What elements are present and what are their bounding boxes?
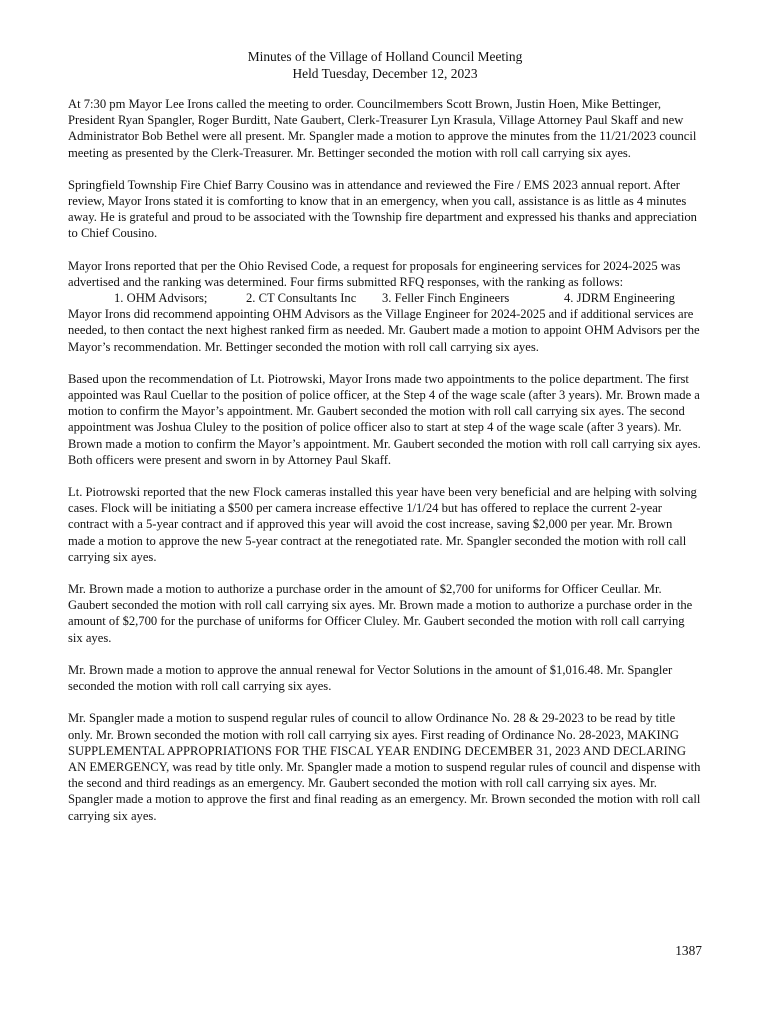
paragraph-ordinance: Mr. Spangler made a motion to suspend regular rules of council to allow Ordinance No. 28 & 29-2023 to be read by title only. Mr. Brown seconded the motion with roll call carrying six ayes. First reading of Ordinance No. 28-2023, MAKING SUPPLEMENTAL APPROPRIATIONS FOR THE FISCAL YEAR ENDING DECEMBER 31, 2023 AND DECLARING AN EMERGENCY, was read by title only. Mr. Spangler made a motion to suspend regular rules of council and dispense with the second and third readings as an emergency. Mr. Gaubert seconded the motion with roll call carrying six ayes. Mr. Spangler made a motion to approve the first and final reading as an emergency. Mr. Brown seconded the motion with roll call carrying six ayes. — [68, 711, 701, 823]
paragraph-engineering-rfq: Mayor Irons reported that per the Ohio Revised Code, a request for proposals for engineering services for 2024-2025 was advertised and the ranking was determined. Four firms submitted RFQ responses, with the ranking as follows: — [68, 258, 681, 289]
firm-rank-4: 4. JDRM Engineering — [564, 291, 675, 306]
minutes-document — [68, 48, 702, 840]
paragraph-call-to-order: At 7:30 pm Mayor Lee Irons called the meeting to order. Councilmembers Scott Brown, Justin Hoen, Mike Bettinger, President Ryan Spangler, Roger Burditt, Nate Gaubert, Clerk-Treasurer Lyn Krasula, Village Attorney Paul Skaff and new Administrator Bob Bethel were all present. Mr. Spangler made a motion to approve the minutes from the 11/21/2023 council meeting as presented by the Clerk-Treasurer. Mr. Bettinger seconded the motion with roll call carrying six ayes. — [68, 97, 697, 160]
firm-rank-2: 2. CT Consultants Inc — [246, 291, 357, 306]
title-line-2: Held Tuesday, December 12, 2023 — [292, 66, 478, 81]
firm-ranking-list — [68, 290, 702, 306]
paragraph-fire-report: Springfield Township Fire Chief Barry Cousino was in attendance and reviewed the Fire / EMS 2023 annual report. After review, Mayor Irons stated it is comforting to know that in an emergency, when you call, assistance is as little as 4 minutes away. He is grateful and proud to be associated with the Township fire department and expressed his thanks and appreciation to Chief Cousino. — [68, 177, 697, 241]
paragraph-police-appointments: Based upon the recommendation of Lt. Piotrowski, Mayor Irons made two appointments to the police department. The first appointed was Raul Cuellar to the position of police officer, at the Step 4 of the wage scale (after 3 years). Mr. Brown made a motion to confirm the Mayor’s appointment. Mr. Gaubert seconded the motion with roll call carrying six ayes. The second appointment was Joshua Cluley to the position of police officer also to start at step 4 of the wage scale (after 3 years). Mr. Brown made a motion to confirm the Mayor’s appointment. Mr. Gaubert seconded the motion with roll call carrying six ayes. Both officers were present and sworn in by Attorney Paul Skaff. — [68, 371, 701, 467]
paragraph-uniforms: Mr. Brown made a motion to authorize a purchase order in the amount of $2,700 for uniforms for Officer Ceullar. Mr. Gaubert seconded the motion with roll call carrying six ayes. Mr. Brown made a motion to authorize a purchase order in the amount of $2,700 for the purchase of uniforms for Officer Cluley. Mr. Gaubert seconded the motion with roll call carrying six ayes. — [68, 582, 693, 645]
firm-rank-1: 1. OHM Advisors; — [114, 291, 208, 306]
paragraph-flock-cameras: Lt. Piotrowski reported that the new Flock cameras installed this year have been very beneficial and are helping with solving cases. Flock will be initiating a $500 per camera increase effective 1/1/24 but has offered to replace the current 2-year contract with a 5-year contract and if approved this year will avoid the cost increase, saving $2,000 per year. Mr. Brown made a motion to approve the new 5-year contract at the renegotiated rate. Mr. Spangler seconded the motion with roll call carrying six ayes. — [68, 485, 697, 564]
firm-rank-3: 3. Feller Finch Engineers — [382, 291, 510, 306]
title-line-1: Minutes of the Village of Holland Council Meeting — [247, 49, 523, 64]
page-number: 1387 — [675, 943, 702, 958]
document-title — [68, 48, 702, 82]
section-engineering — [68, 258, 702, 355]
paragraph-vector-solutions: Mr. Brown made a motion to approve the annual renewal for Vector Solutions in the amount of $1,016.48. Mr. Spangler seconded the motion with roll call carrying six ayes. — [68, 662, 673, 694]
paragraph-engineering-appointment: Mayor Irons did recommend appointing OHM Advisors as the Village Engineer for 2024-2025 and if additional services are needed, to then contact the next highest ranked firm as needed. Mr. Gaubert made a motion to appoint OHM Advisors per the Mayor’s recommendation. Mr. Bettinger seconded the motion with roll call carrying six ayes. — [68, 307, 700, 354]
